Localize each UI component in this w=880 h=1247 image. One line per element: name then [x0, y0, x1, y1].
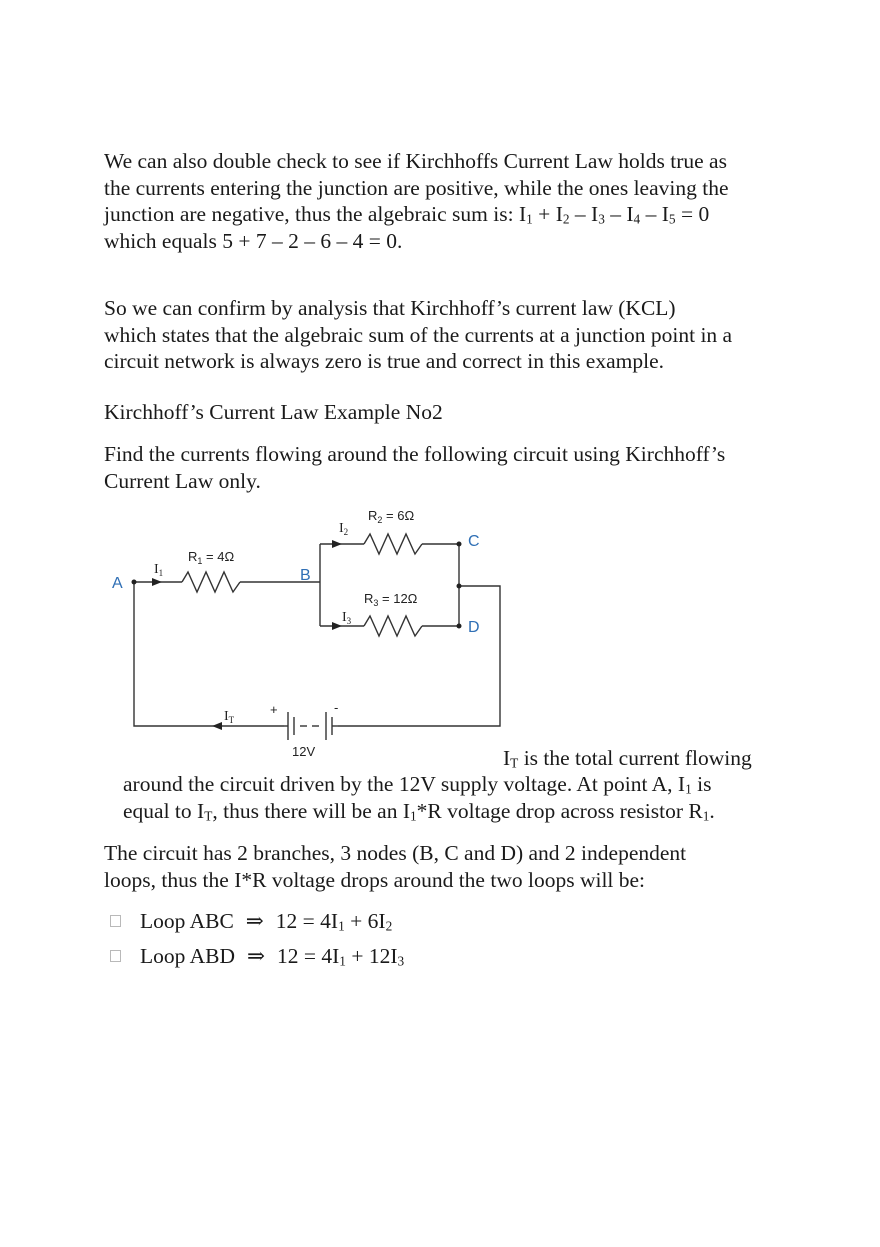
text-line: Current Law only. [104, 468, 261, 493]
node-label-a: A [112, 575, 123, 592]
text-fragment: junction are negative, thus the algebraic sum is: [104, 202, 519, 226]
loop-equation-item [110, 943, 404, 970]
battery-minus-label: - [334, 700, 339, 715]
bullet-box-icon [110, 950, 121, 962]
implies-arrow-icon: ⇒ [245, 909, 264, 933]
resistor-r3-label: $R_3 = 12\Omega$ [364, 591, 418, 608]
current-label-it: $I_T$ [224, 709, 235, 725]
example-heading: Kirchhoff’s Current Law Example No2 [104, 400, 443, 424]
node-a-dot [132, 580, 137, 585]
loop-equation-item [110, 908, 392, 935]
bullet-box-icon [110, 915, 121, 927]
current-arrow-i2 [332, 540, 342, 548]
current-label-i3: $I_3$ [342, 610, 352, 626]
resistor-r2-zigzag [364, 534, 422, 554]
current-arrow-i1 [152, 578, 162, 586]
text-line: Find the currents flowing around the following circuit using Kirchhoff’s [104, 442, 726, 466]
node-c-dot [457, 542, 462, 547]
caption-first-line: $I_T$ is the total current flowing [503, 746, 752, 771]
kcl-check-paragraph [104, 148, 794, 254]
battery-voltage-label: 12V [292, 744, 316, 759]
resistor-r3-zigzag [364, 616, 422, 636]
equation-line [104, 201, 794, 228]
resistor-r2-label: $R_2 = 6\Omega$ [368, 508, 415, 525]
node-label-d: D [468, 619, 480, 636]
current-label-i2: $I_2$ [339, 521, 349, 537]
loop-equation: $12 = 4I_1 + 6I_2$ [275, 909, 393, 934]
example-intro-paragraph [104, 441, 794, 494]
text-line: which equals 5 + 7 – 2 – 6 – 4 = 0. [104, 228, 403, 253]
loop-equation: $12 = 4I_1 + 12I_3$ [276, 944, 405, 969]
resistor-r1-label: $R_1 = 4\Omega$ [188, 549, 235, 566]
text-line: the currents entering the junction are positive, while the ones leaving the [104, 175, 729, 200]
text-line: We can also double check to see if Kirchhoffs Current Law holds true as [104, 149, 727, 173]
branches-nodes-paragraph [104, 840, 794, 893]
sum-equation: $I_1 + I_2 - I_3 - I_4 - I_5 = 0$ [518, 202, 710, 227]
text-line: around the circuit driven by the 12V supply voltage. At point A, $I_1$ is [123, 772, 712, 797]
text-line: So we can confirm by analysis that Kirchhoff’s current law (KCL) [104, 296, 676, 320]
node-d-dot [457, 624, 462, 629]
caption-continuation [123, 771, 715, 824]
kcl-conclusion-paragraph [104, 295, 794, 375]
node-label-b: B [300, 567, 311, 584]
circuit-diagram [104, 500, 514, 765]
wire-bottom-right [338, 586, 500, 726]
implies-arrow-icon: ⇒ [246, 944, 265, 968]
loop-name: Loop ABD [140, 944, 235, 968]
current-arrow-i3 [332, 622, 342, 630]
current-arrow-it [212, 722, 222, 730]
wire-left [134, 582, 284, 726]
text-line: which states that the algebraic sum of the currents at a junction point in a [104, 322, 733, 347]
text-line: loops, thus the I*R voltage drops around the two loops will be: [104, 867, 646, 892]
text-line: equal to $I_T$, thus there will be an $I_1*R$ voltage drop across resistor $R_1$. [123, 798, 715, 823]
resistor-r1-zigzag [182, 572, 240, 592]
loop-name: Loop ABC [140, 909, 234, 933]
node-label-c: C [468, 533, 480, 550]
current-label-i1: $I_1$ [154, 562, 164, 578]
text-line: circuit network is always zero is true and correct in this example. [104, 349, 664, 373]
node-cd-dot [457, 584, 462, 589]
text-line: The circuit has 2 branches, 3 nodes (B, C and D) and 2 independent [104, 841, 687, 865]
battery-plus-label: + [270, 702, 278, 717]
